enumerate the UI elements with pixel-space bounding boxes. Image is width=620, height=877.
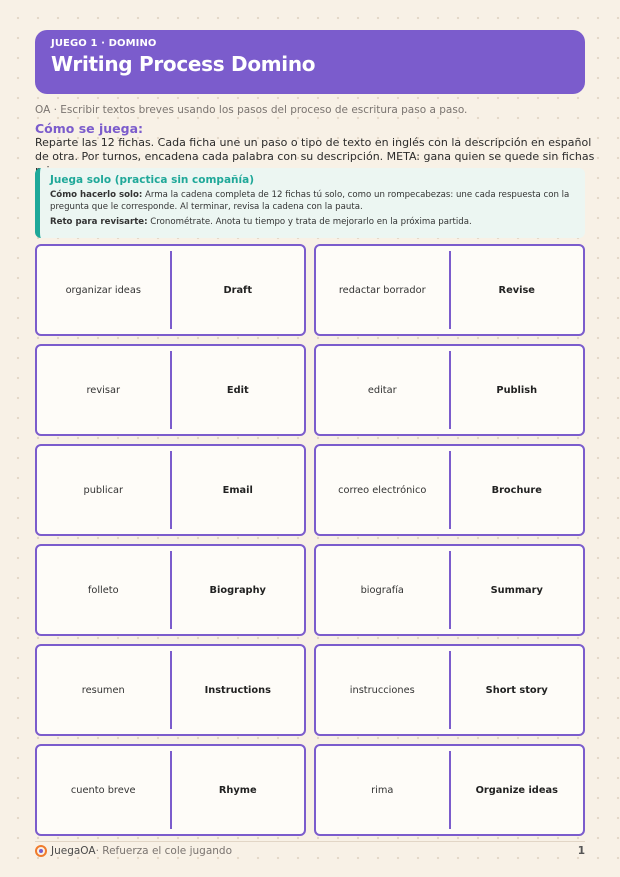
domino-tile[interactable] [35,644,306,736]
learning-objective: OA · Escribir textos breves usando los pasos del proceso de escritura paso a paso. [35,104,468,116]
tile-english-side: Organize ideas [475,784,558,796]
tile-english-side: Rhyme [218,784,257,796]
how-to-play-heading: Cómo se juega: [35,121,144,136]
domino-tile[interactable] [314,744,585,836]
domino-tile[interactable] [314,244,585,336]
solo-instructions [50,189,575,213]
tile-spanish-side: correo electrónico [338,484,427,496]
solo-play-box [35,168,585,238]
domino-tile[interactable] [314,344,585,436]
tile-spanish-side: resumen [81,684,125,696]
tile-english-side: Revise [498,284,535,296]
tile-english-side: Short story [485,684,548,696]
tile-english-side: Summary [490,584,543,596]
footer-tagline: · Refuerza el cole jugando [95,845,232,857]
tile-spanish-side: instrucciones [349,684,415,696]
footer [35,843,585,859]
footer-brand: JuegaOA [51,845,96,857]
tile-english-side: Edit [226,384,249,396]
tile-english-side: Email [222,484,253,496]
domino-tile[interactable] [35,444,306,536]
tile-spanish-side: revisar [86,384,120,396]
tile-spanish-side: redactar borrador [338,284,426,296]
tile-spanish-side: biografía [360,584,404,596]
solo-challenge-text: Cronométrate. Anota tu tiempo y trata de mejorarlo en la próxima partida. [147,217,472,227]
page-title: Writing Process Domino [51,52,316,76]
tile-spanish-side: folleto [87,584,119,596]
tile-english-side: Brochure [491,484,542,496]
domino-tile[interactable] [35,744,306,836]
domino-tile[interactable] [35,244,306,336]
domino-tile[interactable] [314,644,585,736]
solo-play-title: Juega solo (practica sin compañía) [50,174,254,186]
solo-challenge-label: Reto para revisarte: [50,217,148,227]
solo-instructions-text: Arma la cadena completa de 12 fichas tú solo, como un rompecabezas: une cada respuesta con la pregunta que le corresponde. Al terminar, revisa la cadena con la pauta. [50,190,570,212]
tile-spanish-side: cuento breve [70,784,136,796]
solo-challenge [50,216,575,228]
tile-english-side: Instructions [204,684,271,696]
brand-logo-icon [35,845,47,857]
tile-spanish-side: editar [367,384,397,396]
tile-english-side: Publish [496,384,538,396]
solo-instructions-label: Cómo hacerlo solo: [50,190,143,200]
tile-english-side: Biography [209,584,266,596]
domino-tile[interactable] [314,444,585,536]
game-kicker: JUEGO 1 · DOMINO [51,38,157,49]
domino-grid [35,244,585,836]
how-to-play-text: Reparte las 12 fichas. Cada ficha une un paso o tipo de texto en inglés con la descripción en español de otra. Por turnos, encadena cada palabra con su descripción. META: gana quien se quede sin fichas [35,136,595,163]
footer-divider [35,841,585,842]
tile-spanish-side: organizar ideas [65,284,141,296]
domino-tile[interactable] [314,544,585,636]
domino-tile[interactable] [35,344,306,436]
tile-spanish-side: rima [371,784,394,796]
tile-english-side: Draft [223,284,253,296]
domino-tile[interactable] [35,544,306,636]
title-banner [35,30,585,94]
tile-spanish-side: publicar [83,484,123,496]
page-number: 1 [577,845,585,857]
